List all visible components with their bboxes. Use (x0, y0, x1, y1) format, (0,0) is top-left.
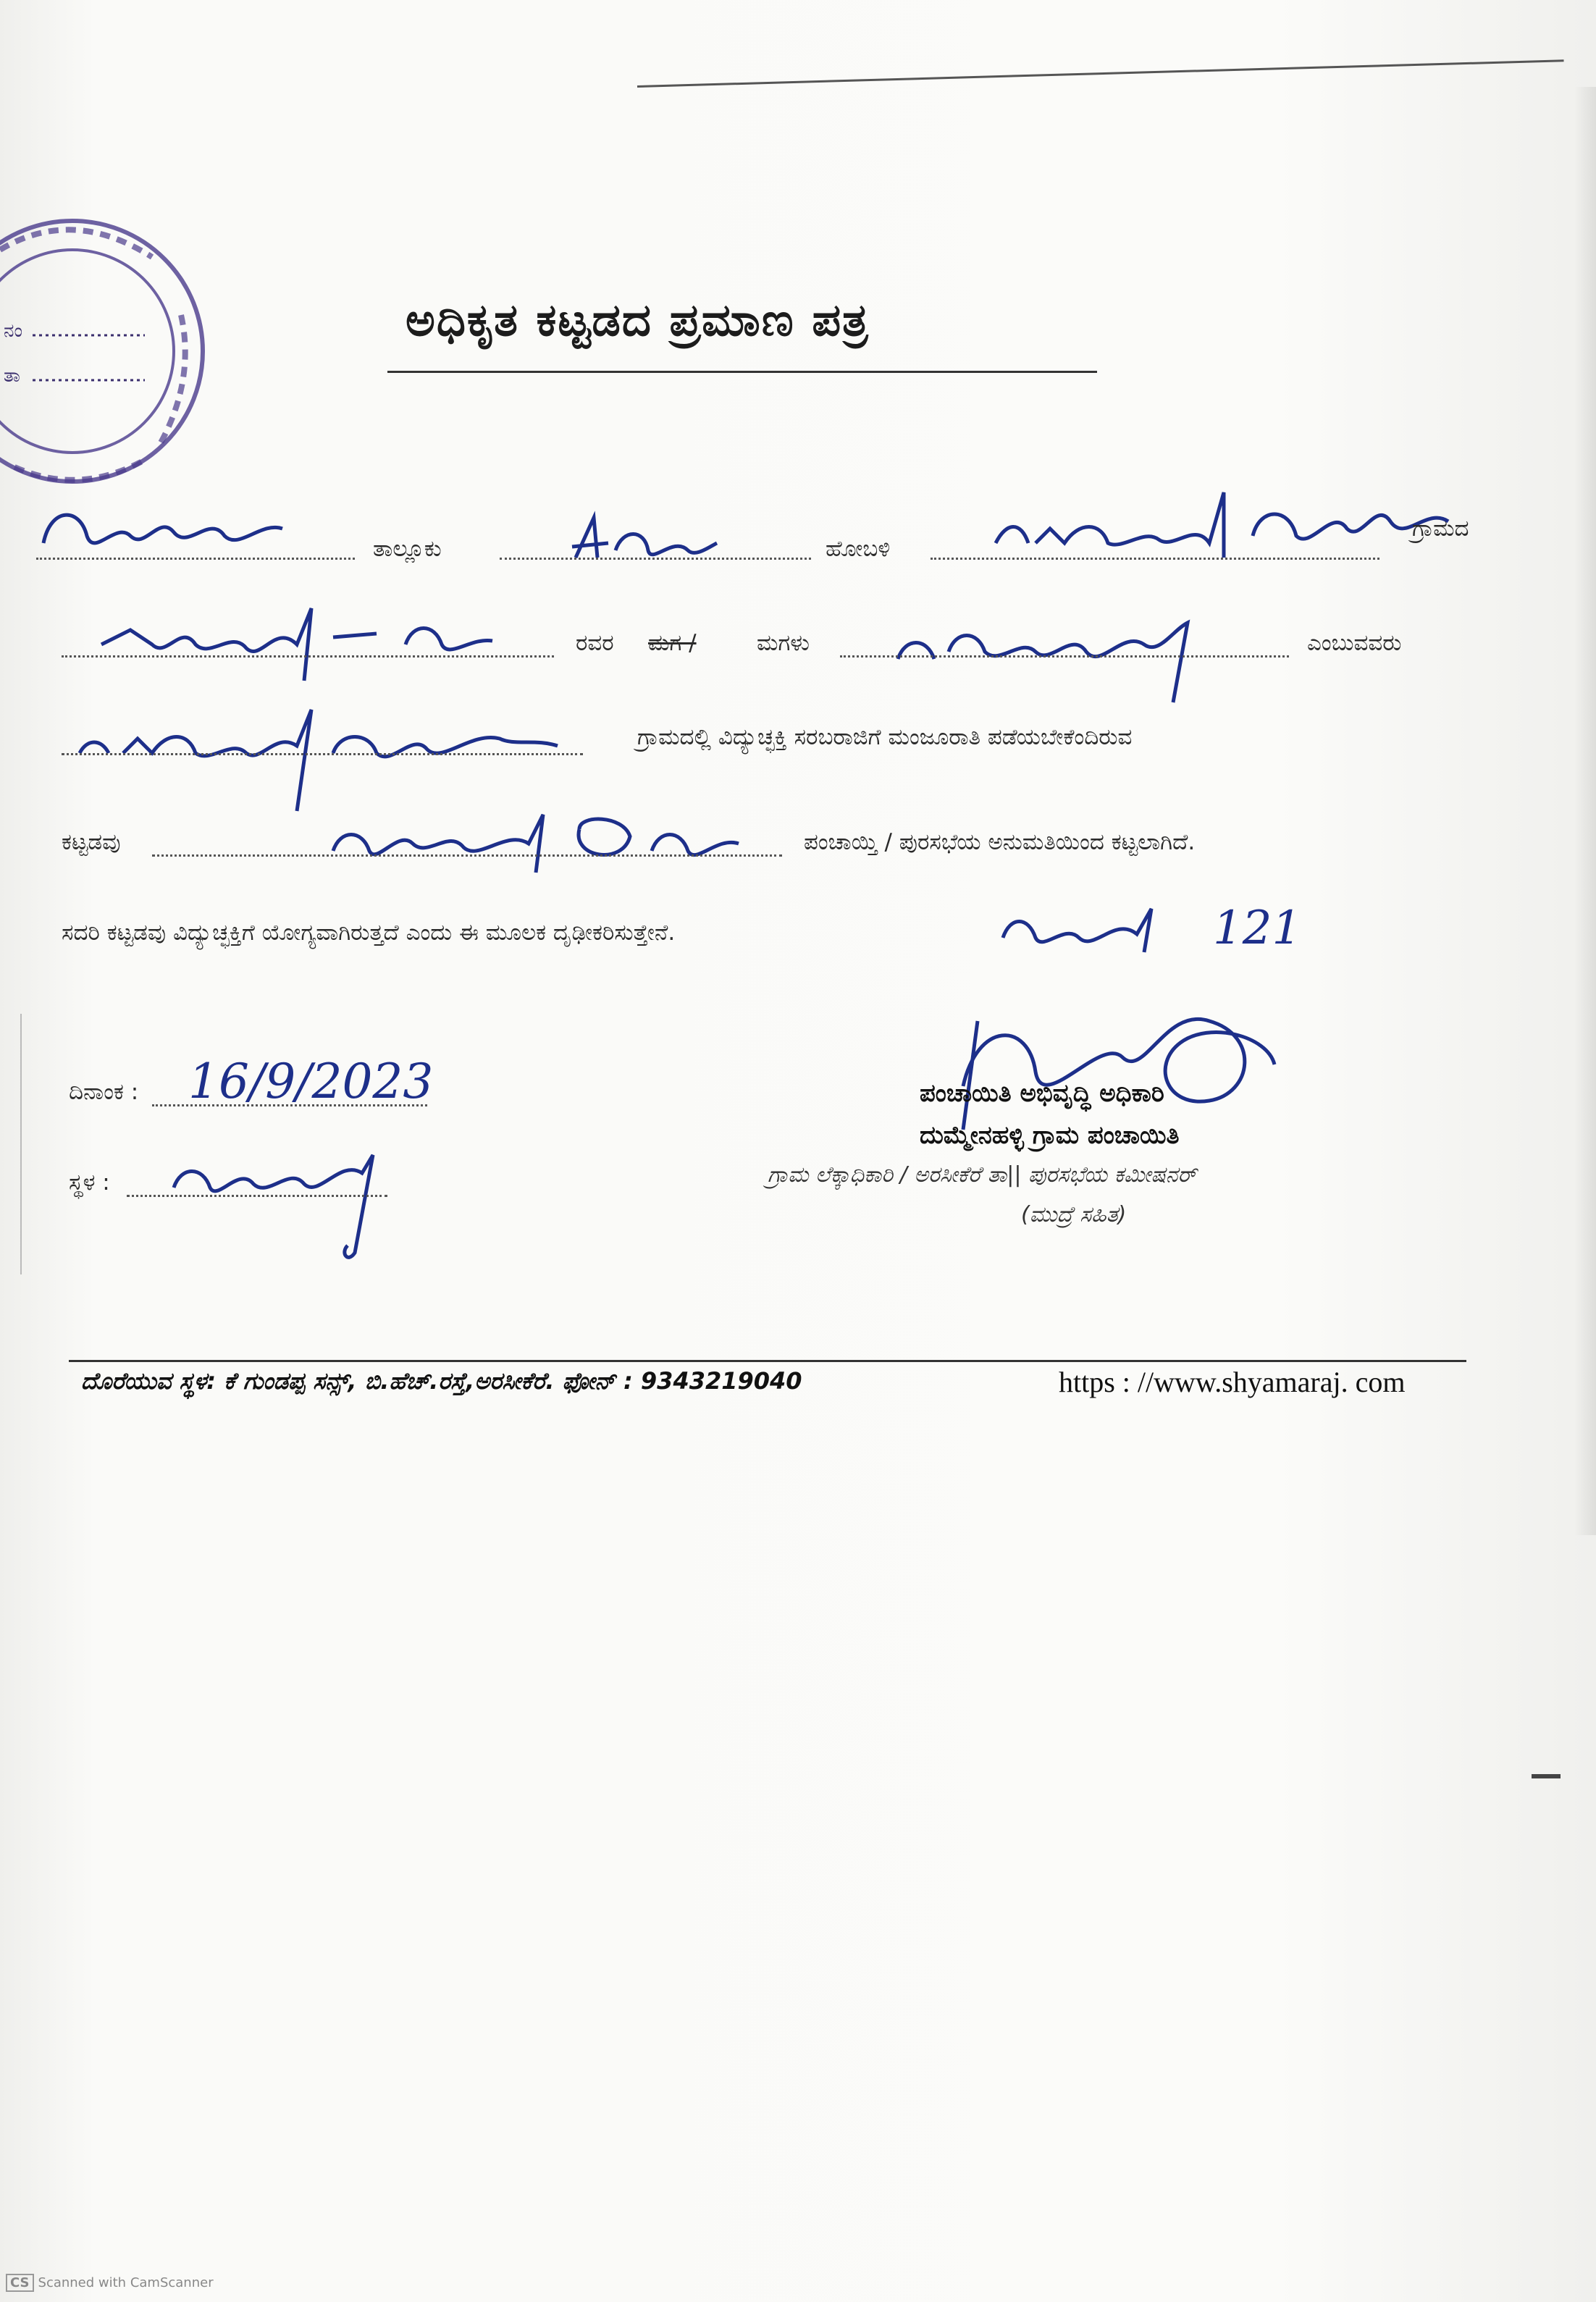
footer-website: https : //www.shyamaraj. com (1059, 1366, 1406, 1398)
label-taluk: ತಾಲ್ಲೂಕು (373, 536, 442, 562)
label-kattadavu: ಕಟ್ಟಡವು (62, 829, 121, 855)
field-date (152, 1104, 427, 1106)
signature-panchayat: ದುಮ್ಮೇನಹಳ್ಳಿ ಗ್ರಾಮ ಪಂಚಾಯಿತಿ (920, 1121, 1180, 1150)
label-embuvavaru: ಎಂಬುವವರು (1307, 630, 1402, 656)
page-edge-strip (0, 1014, 22, 1274)
label-dinanka: ದಿನಾಂಕ : (69, 1079, 139, 1105)
handwriting-father-name (87, 601, 521, 688)
office-stamp (0, 192, 232, 511)
label-hobli: ಹೋಬಳಿ (826, 536, 891, 562)
handwritten-number: 121 (1213, 902, 1302, 955)
signature-designation: ಪಂಚಾಯಿತಿ ಅಭಿವೃದ್ಧಿ ಅಧಿಕಾರಿ (920, 1079, 1164, 1108)
page-title: ಅಧಿಕೃತ ಕಟ್ಟಡದ ಪ್ರಮಾಣ ಪತ್ರ (406, 293, 870, 346)
footer-rule (69, 1360, 1466, 1362)
camscanner-logo-icon: CS (6, 2274, 34, 2292)
label-magalu: ಮಗಳು (757, 630, 810, 656)
handwritten-date: 16/9/2023 (188, 1054, 434, 1109)
label-line3: ಗ್ರಾಮದಲ್ಲಿ ವಿದ್ಯುಚ್ಛಕ್ತಿ ಸರಬರಾಜಿಗೆ ಮಂಜೂರಾತಿ ಪಡೆಯಬೇಕೆಂದಿರುವ (637, 724, 1133, 750)
field-hobli (931, 558, 1379, 560)
field-village (36, 558, 355, 560)
field-village-2 (62, 753, 583, 755)
handwriting-place (159, 1144, 406, 1267)
title-underline (387, 371, 1097, 373)
page-edge-shadow (1574, 87, 1596, 1535)
edge-mark (1532, 1774, 1561, 1778)
label-maga-struck: ಮಗ / (648, 630, 697, 656)
handwriting-village (29, 492, 304, 572)
label-grama: ಗ್ರಾಮದ (1412, 516, 1469, 542)
stamp-no-label: ನಂ (4, 320, 22, 342)
field-father-name (62, 655, 554, 658)
label-line5: ಸದರಿ ಕಟ್ಟಡವು ವಿದ್ಯುಚ್ಛಕ್ತಿಗೆ ಯೋಗ್ಯವಾಗಿರುತ್ತದೆ ಎಂದು ಈ ಮೂಲಕ ದೃಢೀಕರಿಸುತ್ತೇನೆ. (62, 920, 676, 946)
stamp-date-label: ತಾ (4, 365, 20, 387)
handwriting-property-ref (992, 894, 1209, 959)
field-place (127, 1195, 387, 1197)
field-owner-name (840, 655, 1289, 658)
signature-seal-note: (ಮುದ್ರೆ ಸಹಿತ) (1021, 1202, 1127, 1227)
scanner-watermark (6, 2274, 214, 2292)
handwriting-panchayat (319, 800, 811, 880)
field-taluk (500, 558, 811, 560)
officer-signature (934, 992, 1296, 1137)
scanner-text: Scanned with CamScanner (38, 2275, 214, 2290)
label-sthala: ಸ್ಥಳ : (69, 1169, 110, 1196)
label-ravara: ರವರ (576, 630, 614, 656)
label-line4: ಪಂಚಾಯ್ತಿ / ಪುರಸಭೆಯ ಅನುಮತಿಯಿಂದ ಕಟ್ಟಲಾಗಿದೆ. (804, 829, 1196, 855)
signature-officer-options: ಗ್ರಾಮ ಲೆಕ್ಕಾಧಿಕಾರಿ / ಅರಸೀಕೆರೆ ತಾ|| ಪುರಸಭೆಯ ಕಮೀಷನರ್ (768, 1162, 1197, 1188)
footer-supplier: ದೊರೆಯುವ ಸ್ಥಳ: ಕೆ ಗುಂಡಪ್ಪ ಸನ್ಸ್, ಬಿ.ಹೆಚ್.ರಸ್ತೆ,ಅರಸೀಕೆರೆ. ಫೋನ್ : 9343219040 (81, 1367, 802, 1395)
handwriting-taluk (565, 507, 724, 572)
field-panchayat (152, 854, 782, 857)
